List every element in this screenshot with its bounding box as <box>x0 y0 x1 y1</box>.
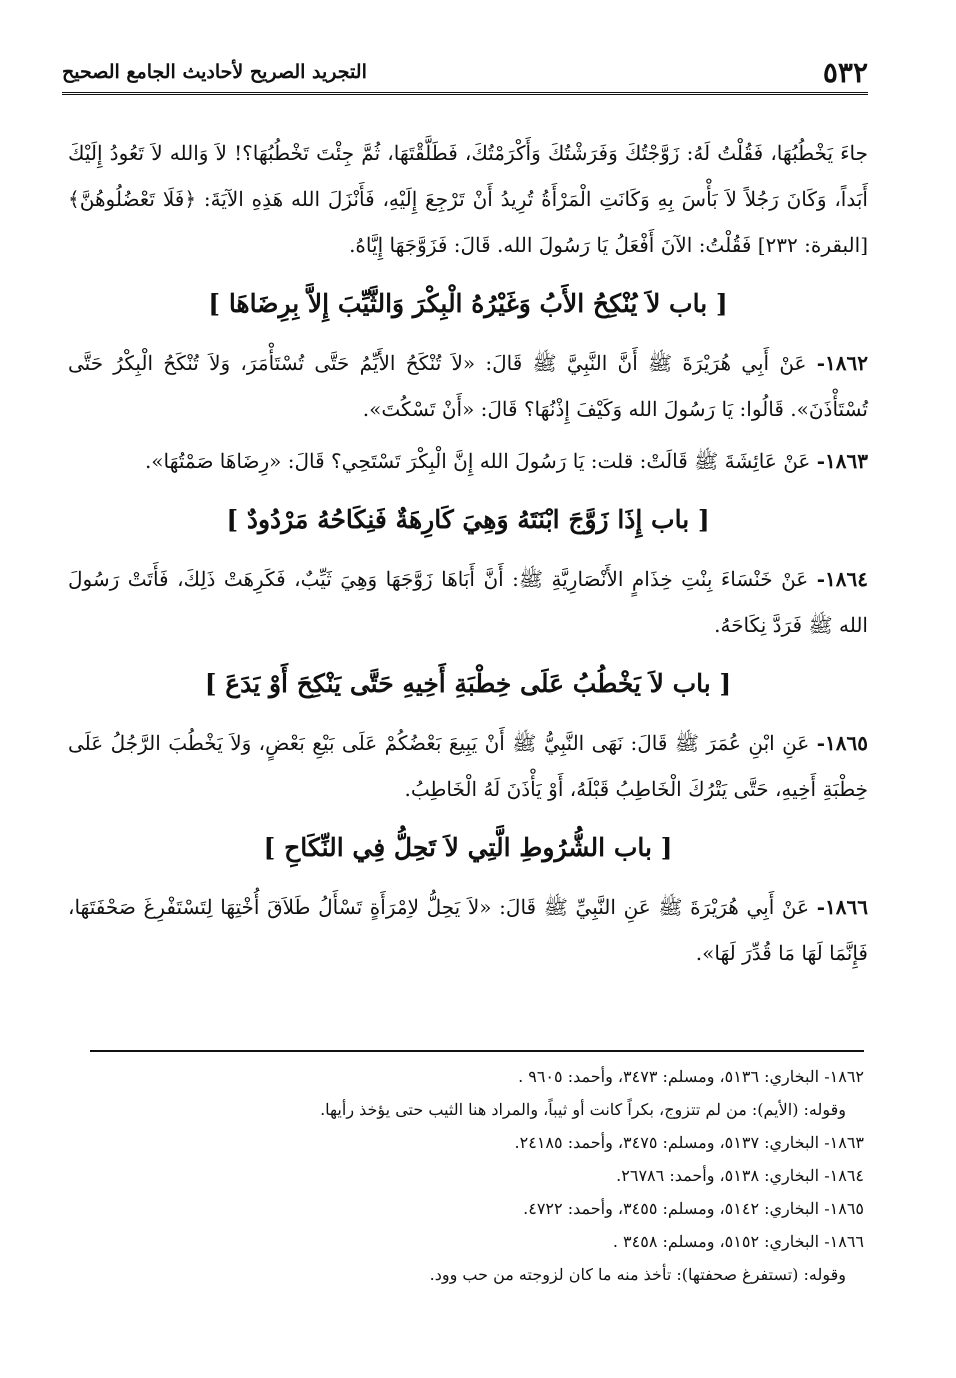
hadith-1862 <box>68 340 868 432</box>
hadith-number: ١٨٦٤- <box>816 567 868 591</box>
running-title: التجريد الصريح لأحاديث الجامع الصحيح <box>62 61 367 83</box>
footnote-note: وقوله: (الأيم): من لم تتزوج، بكراً كانت أو ثيباً، والمراد هنا الثيب حتى يؤخذ رأيها. <box>320 1100 846 1119</box>
footnote-1864: ١٨٦٤- البخاري: ٥١٣٨، وأحمد: ٢٦٧٨٦. <box>616 1166 864 1185</box>
footnotes <box>90 1050 864 1291</box>
hadith-1864 <box>68 556 868 648</box>
chapter-heading: [ باب إِذَا زَوَّجَ ابْنَتَهُ وَهِيَ كَارِهَةٌ فَنِكَاحُهُ مَرْدُودٌ ] <box>226 505 710 534</box>
footnote-1865: ١٨٦٥- البخاري: ٥١٤٢، ومسلم: ٣٤٥٥، وأحمد: ٤٧٢٢. <box>523 1199 864 1218</box>
footnote-1863: ١٨٦٣- البخاري: ٥١٣٧، ومسلم: ٣٤٧٥، وأحمد: ٢٤١٨٥. <box>514 1133 864 1152</box>
page-number: ٥٣٢ <box>822 55 868 89</box>
hadith-text: عَنِ ابْنِ عُمَرَ ﷺ قَالَ: نَهَى النَّبِيُّ ﷺ أَنْ يَبِيعَ بَعْضُكُمْ عَلَى بَيْعِ بَعْضٍ، وَلاَ يَخْطُبَ الرَّجُلُ عَلَى خِطْبَةِ أَخِيهِ، حَتَّى يَتْرُكَ الْخَاطِبُ قَبْلَهُ، أَوْ يَأْذَنَ لَهُ الْخَاطِبُ. <box>68 731 868 801</box>
hadith-number: ١٨٦٦- <box>816 895 869 919</box>
hadith-text: عَنْ خَنْسَاءَ بِنْتِ خِذَامٍ الأَنْصَارِيَّةِ ﷺ: أَنَّ أَبَاهَا زَوَّجَهَا وَهِيَ ثَيِّبٌ، فَكَرِهَتْ ذَلِكَ، فَأَتَتْ رَسُولَ الله ﷺ فَرَدَّ نِكَاحَهُ. <box>68 567 868 637</box>
hadith-1865 <box>68 720 868 812</box>
footnote-1866: ١٨٦٦- البخاري: ٥١٥٢، ومسلم: ٣٤٥٨ . <box>612 1232 864 1251</box>
chapter-heading: [ باب الشُّرُوطِ الَّتِي لاَ تَحِلُّ فِي النِّكَاحِ ] <box>263 833 673 862</box>
hadith-text: عَنْ أَبِي هُرَيْرَةَ ﷺ أَنَّ النَّبِيَّ ﷺ قَالَ: «لاَ تُنْكَحُ الأَيِّمُ حَتَّى تُسْتَأْمَرَ، وَلاَ تُنْكَحُ الْبِكْرُ حَتَّى تُسْتَأْذَنَ». قَالُوا: يَا رَسُولَ الله وَكَيْفَ إِذْنُهَا؟ قَالَ: «أَنْ تَسْكُتَ». <box>68 351 868 421</box>
hadith-1863 <box>68 438 868 484</box>
hadith-text: عَنْ عَائِشَةَ ﷺ قَالَتْ: قلت: يَا رَسُولَ الله إِنَّ الْبِكْرَ تَسْتَحِي؟ قَالَ: «رِضَاهَا صَمْتُهَا». <box>144 449 811 473</box>
hadith-number: ١٨٦٥- <box>816 731 868 755</box>
hadith-1866 <box>68 884 868 976</box>
continuation-paragraph: جاءَ يَخْطُبُهَا، فَقُلْتُ لَهُ: زَوَّجْتُكَ وَفَرَشْتُكَ وَأَكْرَمْتُكَ، فَطَلَّقْتَهَا، ثُمَّ جِئْتَ تَخْطُبُهَا؟! لاَ وَالله لاَ تَعُودُ إِلَيْكَ أَبَداً، وَكَانَ رَجُلاً لاَ بَأْسَ بِهِ وَكَانَتِ الْمَرْأَةُ تُرِيدُ أَنْ تَرْجِعَ إِلَيْهِ، فَأَنْزَلَ الله هَذِهِ الآيَةَ: ﴿فَلَا تَعْضُلُوهُنَّ﴾ [البقرة: ٢٣٢] فَقُلْتُ: الآنَ أَفْعَلُ يَا رَسُولَ الله. قَالَ: فَزَوَّجَهَا إِيَّاهُ. <box>68 141 868 257</box>
page-header <box>62 52 868 95</box>
chapter-heading: [ باب لاَ يُنْكِحُ الأَبُ وَغَيْرُهُ الْبِكْرَ وَالثَّيِّبَ إِلاَّ بِرِضَاهَا ] <box>208 289 728 318</box>
footnote-note: وقوله: (تستفرغ صحفتها): تأخذ منه ما كان لزوجته من حب وود. <box>429 1265 846 1284</box>
hadith-text: عَنْ أَبِي هُرَيْرَةَ ﷺ عَنِ النَّبِيِّ ﷺ قَالَ: «لاَ يَحِلُّ لاِمْرَأَةٍ تَسْأَلُ طَلاَقَ أُخْتِهَا لِتَسْتَفْرِغَ صَحْفَتَهَا، فَإِنَّمَا لَهَا مَا قُدِّرَ لَهَا». <box>68 895 868 965</box>
main-text <box>68 130 868 982</box>
footnote-1862: ١٨٦٢- البخاري: ٥١٣٦، ومسلم: ٣٤٧٣، وأحمد: ٩٦٠٥ . <box>518 1067 864 1086</box>
chapter-heading: [ باب لاَ يَخْطُبُ عَلَى خِطْبَةِ أَخِيهِ حَتَّى يَنْكِحَ أَوْ يَدَعَ ] <box>204 669 732 698</box>
hadith-number: ١٨٦٢- <box>816 351 869 375</box>
hadith-number: ١٨٦٣- <box>816 449 868 473</box>
